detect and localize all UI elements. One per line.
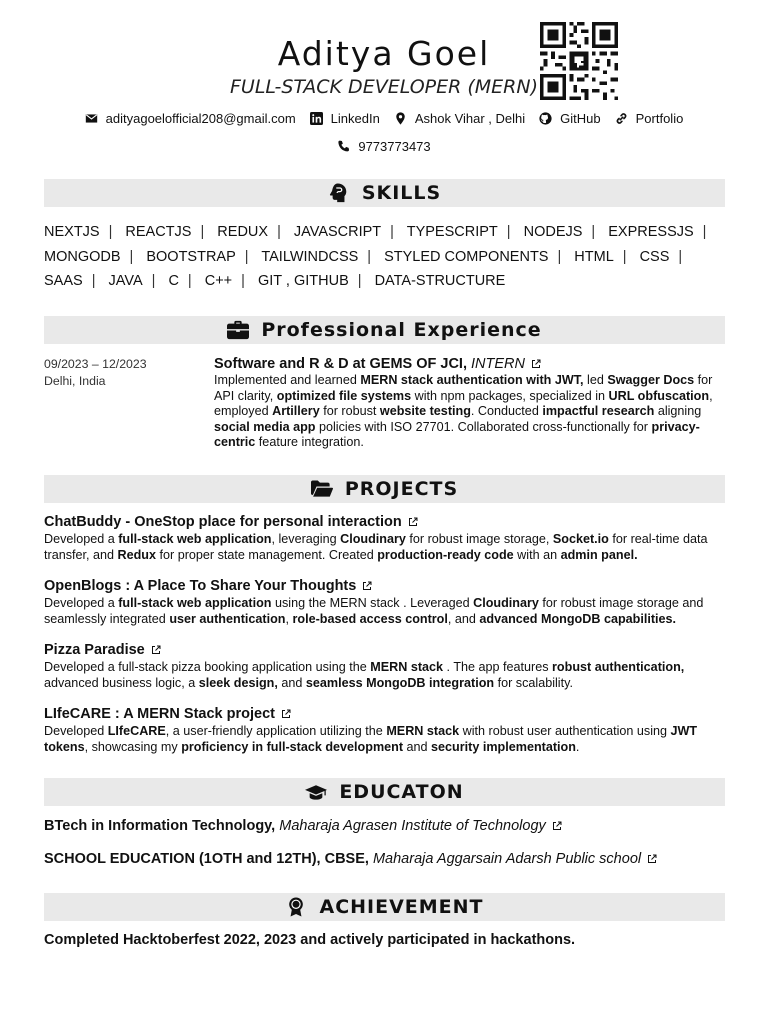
linkedin-icon bbox=[310, 112, 323, 125]
body-text: aligning bbox=[654, 404, 702, 418]
skill-tag: REDUX bbox=[217, 224, 269, 240]
briefcase-icon bbox=[227, 320, 249, 340]
achievement-text: Completed Hacktoberfest 2022, 2023 and actively participated in hackathons. bbox=[44, 932, 576, 948]
experience-location: Delhi, India bbox=[44, 373, 106, 388]
project-description bbox=[44, 724, 725, 755]
body-text: for scalability. bbox=[494, 675, 573, 690]
project-title-text: OpenBlogs : A Place To Share Your Thoughts bbox=[44, 578, 357, 594]
skill-separator: | bbox=[390, 224, 394, 240]
external-link-icon[interactable] bbox=[531, 359, 541, 369]
body-text: for real-time data transfer, and bbox=[44, 532, 708, 562]
projects-section-title: PROJECTS bbox=[344, 478, 459, 500]
body-text: for API clarity, bbox=[214, 373, 713, 403]
achievement-section-header bbox=[44, 893, 725, 921]
location-text: Ashok Vihar , Delhi bbox=[414, 111, 526, 126]
skill-tag: EXPRESSJS bbox=[608, 224, 694, 240]
skill-tag: TAILWINDCSS bbox=[261, 248, 359, 265]
highlight-text: impactful research bbox=[542, 404, 655, 418]
github-text: GitHub bbox=[560, 111, 601, 126]
skill-separator: | bbox=[506, 224, 511, 240]
highlight-text: Swagger Docs bbox=[607, 373, 695, 387]
body-text: Developed bbox=[44, 724, 108, 738]
folder-open-icon bbox=[311, 479, 333, 499]
skill-tag: NODEJS bbox=[523, 224, 583, 240]
body-text: with robust user authentication using bbox=[459, 724, 671, 738]
graduation-cap-icon bbox=[305, 782, 327, 802]
highlight-text: full-stack web application bbox=[118, 596, 272, 610]
experience-role: Software and R & D at GEMS OF JCI, bbox=[214, 356, 467, 372]
email-link[interactable] bbox=[85, 111, 296, 126]
portfolio-text: Portfolio bbox=[635, 111, 684, 126]
highlight-text: production-ready code bbox=[377, 547, 514, 562]
education-item-school bbox=[44, 850, 725, 869]
skill-tag: JAVASCRIPT bbox=[293, 224, 382, 240]
education-school: Maharaja Agrasen Institute of Technology bbox=[279, 818, 546, 834]
body-text: feature integration. bbox=[255, 435, 364, 449]
skill-tag: DATA-STRUCTURE bbox=[374, 273, 506, 289]
experience-description bbox=[214, 373, 725, 451]
projects-section-header bbox=[44, 475, 725, 503]
qr-code-icon[interactable] bbox=[538, 22, 620, 100]
experience-heading bbox=[214, 355, 725, 373]
body-text: , a user-friendly application utilizing the bbox=[165, 724, 387, 738]
experience-type: INTERN bbox=[471, 356, 525, 372]
project-item-lifecare bbox=[44, 705, 725, 755]
external-link-icon[interactable] bbox=[362, 581, 372, 591]
brain-head-icon bbox=[328, 183, 350, 203]
body-text: policies with ISO 27701. Collaborated cross-functionally for bbox=[315, 419, 652, 434]
skill-tag: MONGODB bbox=[44, 248, 121, 265]
highlight-text: security implementation bbox=[431, 739, 576, 754]
project-description bbox=[44, 596, 725, 627]
highlight-text: JWT tokens bbox=[44, 724, 698, 754]
skill-tag: C bbox=[168, 273, 179, 289]
highlight-text: advanced MongoDB capabilities. bbox=[479, 611, 677, 626]
experience-section-title: Professional Experience bbox=[261, 319, 542, 341]
skill-tag: C++ bbox=[204, 273, 233, 289]
highlight-text: proficiency in full-stack development bbox=[181, 739, 404, 754]
skill-separator: | bbox=[557, 248, 562, 265]
phone-icon bbox=[337, 140, 350, 153]
project-description bbox=[44, 660, 725, 691]
body-text: . The app features bbox=[443, 660, 553, 674]
skill-tag: SAAS bbox=[44, 273, 83, 289]
skill-separator: | bbox=[591, 224, 596, 240]
highlight-text: user authentication bbox=[169, 611, 286, 626]
achievement-section-title: ACHIEVEMENT bbox=[319, 896, 484, 918]
highlight-text: Cloudinary bbox=[340, 532, 406, 546]
body-text: Developed a bbox=[44, 596, 119, 610]
body-text: for robust image storage and seamlessly integrated bbox=[44, 596, 704, 626]
body-text: , showcasing my bbox=[84, 739, 182, 754]
highlight-text: admin panel. bbox=[560, 547, 638, 562]
external-link-icon[interactable] bbox=[552, 821, 562, 831]
body-text: . Conducted bbox=[470, 404, 543, 418]
highlight-text: sleek design, bbox=[198, 675, 278, 690]
body-text: for robust image storage, bbox=[405, 532, 553, 546]
skill-tag: GIT , GITHUB bbox=[257, 273, 349, 289]
experience-entry bbox=[214, 355, 725, 451]
skills-section-title: SKILLS bbox=[361, 182, 442, 204]
external-link-icon[interactable] bbox=[151, 645, 161, 655]
portfolio-link[interactable] bbox=[615, 111, 684, 126]
skill-separator: | bbox=[200, 224, 205, 240]
mail-icon bbox=[85, 112, 98, 125]
highlight-text: Artillery bbox=[272, 404, 320, 418]
location-item bbox=[394, 111, 525, 126]
body-text: advanced business logic, a bbox=[44, 675, 199, 690]
skill-separator: | bbox=[241, 273, 245, 289]
highlight-text: optimized file systems bbox=[276, 388, 412, 403]
highlight-text: MERN stack bbox=[370, 660, 444, 674]
github-link[interactable] bbox=[539, 111, 600, 126]
skill-tag: REACTJS bbox=[125, 224, 192, 240]
contact-row-secondary bbox=[0, 139, 768, 154]
candidate-name: Aditya Goel bbox=[277, 34, 491, 73]
highlight-text: Redux bbox=[117, 547, 157, 562]
project-title bbox=[44, 577, 725, 596]
skill-separator: | bbox=[367, 248, 372, 265]
body-text: , leveraging bbox=[271, 532, 341, 546]
project-title bbox=[44, 513, 725, 532]
phone-text: 9773773473 bbox=[358, 139, 431, 154]
skill-tag: CSS bbox=[639, 248, 670, 265]
skill-tag: NEXTJS bbox=[44, 224, 100, 240]
body-text: , employed bbox=[214, 388, 713, 418]
body-text: for proper state management. Created bbox=[156, 547, 378, 562]
linkedin-text: LinkedIn bbox=[330, 111, 380, 126]
education-degree: BTech in Information Technology, bbox=[44, 818, 276, 834]
body-text: Developed a bbox=[44, 532, 119, 546]
highlight-text: social media app bbox=[214, 419, 316, 434]
highlight-text: privacy-centric bbox=[214, 419, 700, 449]
skill-separator: | bbox=[187, 273, 192, 289]
highlight-text: full-stack web application bbox=[118, 532, 272, 546]
highlight-text: MERN stack authentication with JWT, bbox=[360, 373, 584, 387]
highlight-text: role-based access control bbox=[292, 611, 448, 626]
experience-meta bbox=[44, 356, 147, 389]
project-item-openblogs bbox=[44, 577, 725, 627]
body-text: led bbox=[583, 373, 608, 387]
highlight-text: Socket.io bbox=[552, 532, 609, 546]
project-item-chatbuddy bbox=[44, 513, 725, 563]
project-title bbox=[44, 641, 725, 660]
education-item-btech bbox=[44, 817, 725, 836]
highlight-text: LIfeCARE bbox=[107, 724, 166, 738]
skills-list bbox=[44, 220, 725, 294]
project-item-pizza-paradise bbox=[44, 641, 725, 691]
education-section-header bbox=[44, 778, 725, 806]
body-text: and bbox=[277, 675, 306, 690]
skills-section-header bbox=[44, 179, 725, 207]
highlight-text: seamless MongoDB integration bbox=[305, 675, 495, 690]
skill-separator: | bbox=[91, 273, 96, 289]
body-text: with npm packages, specialized in bbox=[411, 388, 609, 403]
external-link-icon[interactable] bbox=[647, 854, 657, 864]
skill-separator: | bbox=[702, 224, 707, 240]
body-text: , bbox=[285, 611, 293, 626]
skill-separator: | bbox=[622, 248, 627, 265]
link-chain-icon bbox=[615, 112, 628, 125]
experience-dates: 09/2023 – 12/2023 bbox=[44, 357, 147, 371]
skill-tag: TYPESCRIPT bbox=[406, 224, 498, 240]
highlight-text: robust authentication, bbox=[552, 660, 685, 674]
skill-separator: | bbox=[357, 273, 362, 289]
skill-separator: | bbox=[277, 224, 281, 240]
education-degree: SCHOOL EDUCATION (1OTH and 12TH), CBSE, bbox=[44, 851, 369, 867]
highlight-text: URL obfuscation bbox=[608, 388, 710, 403]
education-section-title: EDUCATON bbox=[339, 781, 464, 803]
project-description bbox=[44, 532, 725, 563]
external-link-icon[interactable] bbox=[281, 709, 291, 719]
highlight-text: MERN stack bbox=[386, 724, 460, 738]
project-title-text: Pizza Paradise bbox=[44, 642, 145, 658]
skill-tag: JAVA bbox=[108, 273, 143, 289]
phone-item[interactable] bbox=[337, 139, 430, 154]
location-pin-icon bbox=[394, 112, 407, 125]
project-title bbox=[44, 705, 725, 724]
body-text: and bbox=[403, 739, 432, 754]
body-text: Developed a full-stack pizza booking application using the bbox=[44, 660, 371, 674]
body-text: for robust bbox=[319, 404, 380, 418]
skill-separator: | bbox=[129, 248, 134, 265]
email-text: adityagoelofficial208@gmail.com bbox=[105, 111, 296, 126]
github-icon bbox=[539, 112, 552, 125]
skill-tag: BOOTSTRAP bbox=[146, 248, 236, 265]
job-title: FULL-STACK DEVELOPER (MERN) bbox=[229, 76, 538, 98]
skill-separator: | bbox=[678, 248, 683, 265]
highlight-text: Cloudinary bbox=[473, 596, 539, 610]
award-ribbon-icon bbox=[285, 897, 307, 917]
skill-tag: STYLED COMPONENTS bbox=[384, 248, 549, 265]
project-title-text: ChatBuddy - OneStop place for personal interaction bbox=[44, 514, 402, 530]
external-link-icon[interactable] bbox=[408, 517, 418, 527]
body-text: Implemented and learned bbox=[214, 373, 361, 387]
skill-separator: | bbox=[108, 224, 113, 240]
skill-tag: HTML bbox=[574, 248, 614, 265]
linkedin-link[interactable] bbox=[310, 111, 380, 126]
body-text: , and bbox=[447, 611, 480, 626]
experience-section-header bbox=[44, 316, 725, 344]
project-title-text: LIfeCARE : A MERN Stack project bbox=[44, 706, 275, 722]
skill-separator: | bbox=[151, 273, 156, 289]
skill-separator: | bbox=[244, 248, 249, 265]
contact-row-primary bbox=[0, 111, 768, 126]
body-text: . bbox=[575, 739, 580, 754]
body-text: with an bbox=[513, 547, 561, 562]
highlight-text: website testing bbox=[379, 404, 471, 418]
body-text: using the MERN stack . Leveraged bbox=[271, 596, 474, 610]
education-school: Maharaja Aggarsain Adarsh Public school bbox=[372, 851, 642, 867]
